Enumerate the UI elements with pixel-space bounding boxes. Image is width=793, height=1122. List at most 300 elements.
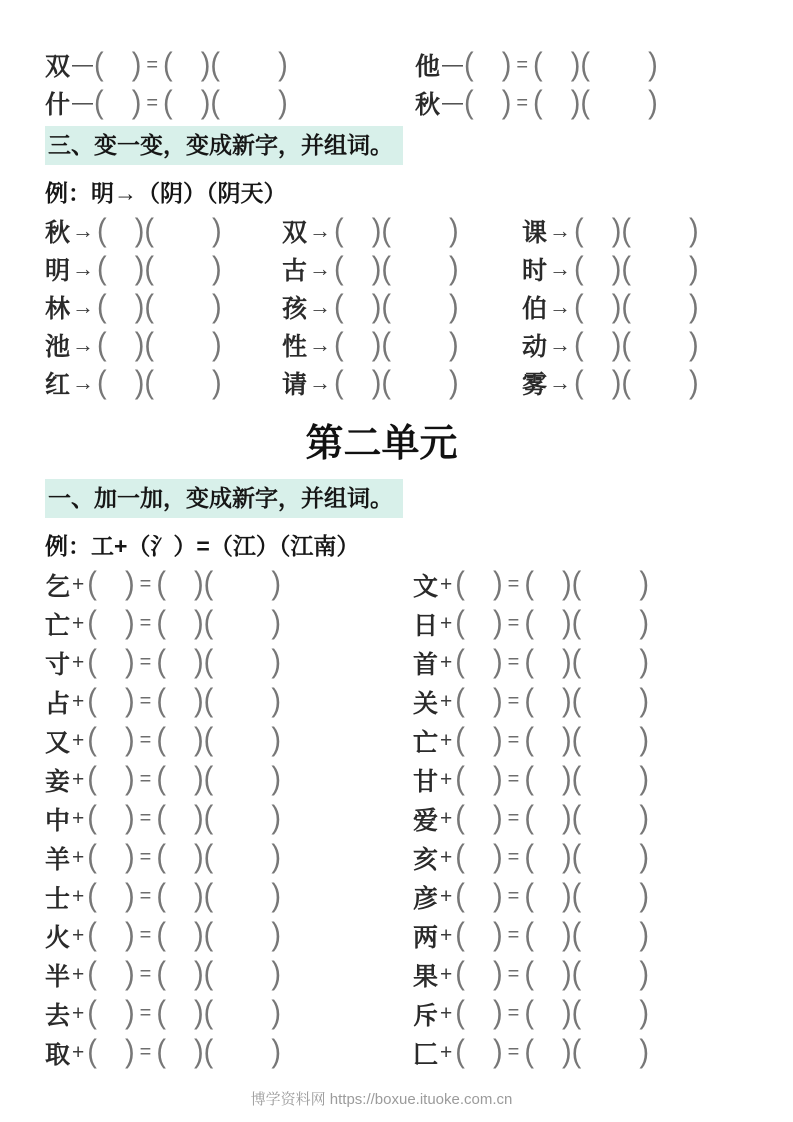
close-paren-icon: ) bbox=[639, 1034, 649, 1070]
exercise-item bbox=[45, 799, 413, 838]
operator-sign: + bbox=[440, 806, 453, 830]
close-paren-icon: ) bbox=[124, 839, 135, 875]
close-paren-icon: ) bbox=[492, 800, 503, 836]
open-paren-icon: ( bbox=[571, 644, 582, 680]
exercise-char: 匚 bbox=[413, 1040, 439, 1069]
open-paren-icon: ( bbox=[203, 722, 214, 758]
open-paren-icon: ( bbox=[144, 288, 155, 325]
operator-sign: + bbox=[72, 884, 85, 908]
exercise-char: 时 bbox=[522, 257, 548, 285]
open-paren-icon: ( bbox=[203, 683, 214, 719]
close-paren-icon: ) bbox=[271, 956, 281, 992]
open-paren-icon: ( bbox=[524, 761, 534, 797]
open-paren-icon: ( bbox=[571, 722, 582, 758]
equals-sign: = bbox=[139, 846, 152, 868]
close-paren-icon: ) bbox=[449, 326, 459, 363]
open-paren-icon: ( bbox=[571, 566, 582, 602]
section-one-heading: 一、加一加，变成新字，并组词。 bbox=[45, 479, 403, 518]
operator-sign: + bbox=[440, 962, 453, 986]
exercise-item bbox=[282, 364, 522, 402]
operator-sign: + bbox=[440, 923, 453, 947]
open-paren-icon: ( bbox=[381, 326, 392, 363]
exercise-item bbox=[45, 364, 282, 402]
close-paren-icon: ) bbox=[271, 917, 281, 953]
close-paren-icon: ) bbox=[124, 644, 135, 680]
open-paren-icon: ( bbox=[156, 683, 166, 719]
open-paren-icon: ( bbox=[163, 46, 173, 83]
exercise-item bbox=[45, 994, 413, 1033]
open-paren-icon: ( bbox=[571, 1034, 582, 1070]
section-subtract-exercises bbox=[45, 46, 763, 122]
open-paren-icon: ( bbox=[571, 839, 582, 875]
exercise-item bbox=[45, 721, 413, 760]
exercise-item bbox=[413, 643, 763, 682]
close-paren-icon: ) bbox=[193, 878, 204, 914]
close-paren-icon: ) bbox=[689, 364, 699, 401]
exercise-item bbox=[45, 326, 282, 364]
open-paren-icon: ( bbox=[455, 956, 465, 992]
exercise-char: 又 bbox=[45, 728, 71, 757]
section-one-example: 例：工+（氵）=（江）（江南） bbox=[45, 533, 360, 559]
operator-sign: → bbox=[72, 294, 95, 319]
equals-sign: = bbox=[139, 807, 152, 829]
close-paren-icon: ) bbox=[124, 917, 135, 953]
open-paren-icon: ( bbox=[87, 839, 97, 875]
close-paren-icon: ) bbox=[611, 212, 622, 249]
close-paren-icon: ) bbox=[639, 722, 649, 758]
operator-sign: — bbox=[72, 91, 92, 114]
operator-sign: + bbox=[440, 767, 453, 791]
close-paren-icon: ) bbox=[212, 326, 222, 363]
close-paren-icon: ) bbox=[648, 84, 658, 121]
exercise-item bbox=[415, 46, 763, 84]
open-paren-icon: ( bbox=[455, 761, 465, 797]
close-paren-icon: ) bbox=[124, 722, 135, 758]
close-paren-icon: ) bbox=[492, 644, 503, 680]
open-paren-icon: ( bbox=[203, 839, 214, 875]
exercise-char: 池 bbox=[45, 333, 71, 361]
exercise-char: 课 bbox=[522, 219, 548, 247]
operator-sign: + bbox=[440, 884, 453, 908]
exercise-char: 占 bbox=[45, 689, 71, 718]
exercise-item bbox=[413, 916, 763, 955]
operator-sign: + bbox=[440, 1001, 453, 1025]
exercise-char: 伯 bbox=[522, 295, 548, 323]
open-paren-icon: ( bbox=[455, 878, 465, 914]
open-paren-icon: ( bbox=[524, 878, 534, 914]
exercise-item bbox=[522, 250, 763, 288]
section-three-example: 例：明→（阴）（阴天） bbox=[45, 180, 287, 206]
close-paren-icon: ) bbox=[611, 250, 622, 287]
exercise-char: 动 bbox=[522, 333, 548, 361]
exercise-item bbox=[413, 604, 763, 643]
open-paren-icon: ( bbox=[203, 878, 214, 914]
equals-sign: = bbox=[139, 963, 152, 985]
open-paren-icon: ( bbox=[203, 1034, 214, 1070]
equals-sign: = bbox=[516, 53, 529, 76]
exercise-char: 甘 bbox=[413, 767, 439, 796]
close-paren-icon: ) bbox=[639, 995, 649, 1031]
equals-sign: = bbox=[139, 690, 152, 712]
open-paren-icon: ( bbox=[455, 800, 465, 836]
open-paren-icon: ( bbox=[144, 364, 155, 401]
close-paren-icon: ) bbox=[449, 364, 459, 401]
open-paren-icon: ( bbox=[203, 566, 214, 602]
exercise-char: 亡 bbox=[45, 611, 71, 640]
exercise-char: 两 bbox=[413, 923, 439, 952]
open-paren-icon: ( bbox=[87, 956, 97, 992]
unit-title: 第二单元 bbox=[305, 423, 458, 465]
open-paren-icon: ( bbox=[524, 956, 534, 992]
open-paren-icon: ( bbox=[203, 800, 214, 836]
open-paren-icon: ( bbox=[87, 644, 97, 680]
operator-sign: → bbox=[309, 256, 332, 281]
close-paren-icon: ) bbox=[561, 644, 572, 680]
open-paren-icon: ( bbox=[455, 839, 465, 875]
exercise-char: 取 bbox=[45, 1040, 71, 1069]
equals-sign: = bbox=[507, 573, 520, 595]
exercise-char: 秋 bbox=[45, 219, 71, 247]
close-paren-icon: ) bbox=[611, 364, 622, 401]
open-paren-icon: ( bbox=[87, 683, 97, 719]
open-paren-icon: ( bbox=[524, 722, 534, 758]
open-paren-icon: ( bbox=[533, 46, 543, 83]
exercise-item bbox=[522, 326, 763, 364]
close-paren-icon: ) bbox=[124, 956, 135, 992]
close-paren-icon: ) bbox=[492, 878, 503, 914]
open-paren-icon: ( bbox=[533, 84, 543, 121]
equals-sign: = bbox=[139, 573, 152, 595]
close-paren-icon: ) bbox=[570, 46, 581, 83]
close-paren-icon: ) bbox=[271, 644, 281, 680]
open-paren-icon: ( bbox=[571, 683, 582, 719]
operator-sign: + bbox=[72, 689, 85, 713]
close-paren-icon: ) bbox=[134, 212, 145, 249]
exercise-item bbox=[413, 682, 763, 721]
operator-sign: → bbox=[309, 332, 332, 357]
open-paren-icon: ( bbox=[87, 566, 97, 602]
equals-sign: = bbox=[146, 91, 159, 114]
open-paren-icon: ( bbox=[580, 46, 591, 83]
equals-sign: = bbox=[507, 768, 520, 790]
equals-sign: = bbox=[139, 924, 152, 946]
open-paren-icon: ( bbox=[455, 644, 465, 680]
open-paren-icon: ( bbox=[455, 1034, 465, 1070]
open-paren-icon: ( bbox=[524, 800, 534, 836]
operator-sign: + bbox=[440, 572, 453, 596]
exercise-char: 双 bbox=[45, 53, 71, 81]
equals-sign: = bbox=[507, 651, 520, 673]
exercise-item bbox=[45, 877, 413, 916]
close-paren-icon: ) bbox=[449, 288, 459, 325]
open-paren-icon: ( bbox=[524, 995, 534, 1031]
close-paren-icon: ) bbox=[134, 326, 145, 363]
exercise-item bbox=[282, 326, 522, 364]
close-paren-icon: ) bbox=[492, 839, 503, 875]
close-paren-icon: ) bbox=[639, 878, 649, 914]
open-paren-icon: ( bbox=[144, 212, 155, 249]
close-paren-icon: ) bbox=[193, 683, 204, 719]
operator-sign: + bbox=[72, 962, 85, 986]
exercise-char: 孩 bbox=[282, 295, 308, 323]
close-paren-icon: ) bbox=[561, 800, 572, 836]
open-paren-icon: ( bbox=[464, 46, 474, 83]
close-paren-icon: ) bbox=[134, 250, 145, 287]
exercise-char: 亡 bbox=[413, 728, 439, 757]
open-paren-icon: ( bbox=[156, 761, 166, 797]
operator-sign: + bbox=[440, 845, 453, 869]
section-three-heading: 三、变一变，变成新字，并组词。 bbox=[45, 126, 403, 165]
exercise-item bbox=[413, 994, 763, 1033]
open-paren-icon: ( bbox=[524, 566, 534, 602]
open-paren-icon: ( bbox=[334, 364, 344, 401]
exercise-char: 火 bbox=[45, 923, 71, 952]
exercise-char: 中 bbox=[45, 806, 71, 835]
exercise-item bbox=[413, 721, 763, 760]
open-paren-icon: ( bbox=[574, 212, 584, 249]
open-paren-icon: ( bbox=[94, 46, 104, 83]
exercise-char: 寸 bbox=[45, 650, 71, 679]
open-paren-icon: ( bbox=[87, 722, 97, 758]
exercise-char: 乞 bbox=[45, 572, 71, 601]
close-paren-icon: ) bbox=[689, 212, 699, 249]
open-paren-icon: ( bbox=[524, 839, 534, 875]
close-paren-icon: ) bbox=[492, 683, 503, 719]
open-paren-icon: ( bbox=[97, 288, 107, 325]
open-paren-icon: ( bbox=[156, 878, 166, 914]
close-paren-icon: ) bbox=[271, 566, 281, 602]
equals-sign: = bbox=[507, 924, 520, 946]
close-paren-icon: ) bbox=[561, 917, 572, 953]
operator-sign: → bbox=[72, 256, 95, 281]
close-paren-icon: ) bbox=[271, 605, 281, 641]
equals-sign: = bbox=[507, 1041, 520, 1063]
equals-sign: = bbox=[139, 768, 152, 790]
open-paren-icon: ( bbox=[156, 644, 166, 680]
exercise-char: 妾 bbox=[45, 767, 71, 796]
open-paren-icon: ( bbox=[203, 761, 214, 797]
open-paren-icon: ( bbox=[464, 84, 474, 121]
close-paren-icon: ) bbox=[271, 839, 281, 875]
equals-sign: = bbox=[507, 963, 520, 985]
close-paren-icon: ) bbox=[200, 84, 211, 121]
exercise-char: 文 bbox=[413, 572, 439, 601]
exercise-char: 亥 bbox=[413, 845, 439, 874]
exercise-item bbox=[413, 799, 763, 838]
equals-sign: = bbox=[507, 729, 520, 751]
close-paren-icon: ) bbox=[131, 84, 142, 121]
close-paren-icon: ) bbox=[639, 800, 649, 836]
open-paren-icon: ( bbox=[144, 326, 155, 363]
close-paren-icon: ) bbox=[271, 683, 281, 719]
close-paren-icon: ) bbox=[371, 364, 382, 401]
close-paren-icon: ) bbox=[561, 683, 572, 719]
exercise-item bbox=[522, 288, 763, 326]
exercise-char: 雾 bbox=[522, 371, 548, 399]
close-paren-icon: ) bbox=[212, 212, 222, 249]
close-paren-icon: ) bbox=[492, 722, 503, 758]
close-paren-icon: ) bbox=[611, 326, 622, 363]
close-paren-icon: ) bbox=[124, 800, 135, 836]
close-paren-icon: ) bbox=[561, 878, 572, 914]
open-paren-icon: ( bbox=[580, 84, 591, 121]
close-paren-icon: ) bbox=[134, 364, 145, 401]
open-paren-icon: ( bbox=[524, 917, 534, 953]
close-paren-icon: ) bbox=[561, 956, 572, 992]
operator-sign: + bbox=[440, 689, 453, 713]
exercise-char: 古 bbox=[282, 257, 308, 285]
close-paren-icon: ) bbox=[193, 722, 204, 758]
close-paren-icon: ) bbox=[501, 46, 512, 83]
operator-sign: → bbox=[549, 218, 572, 243]
open-paren-icon: ( bbox=[144, 250, 155, 287]
close-paren-icon: ) bbox=[193, 761, 204, 797]
close-paren-icon: ) bbox=[492, 566, 503, 602]
open-paren-icon: ( bbox=[87, 605, 97, 641]
operator-sign: + bbox=[440, 728, 453, 752]
exercise-item bbox=[45, 565, 413, 604]
exercise-item bbox=[413, 877, 763, 916]
exercise-char: 双 bbox=[282, 219, 308, 247]
close-paren-icon: ) bbox=[639, 644, 649, 680]
operator-sign: + bbox=[72, 611, 85, 635]
close-paren-icon: ) bbox=[492, 605, 503, 641]
exercise-char: 士 bbox=[45, 884, 71, 913]
close-paren-icon: ) bbox=[639, 566, 649, 602]
exercise-item bbox=[45, 84, 415, 122]
operator-sign: → bbox=[72, 370, 95, 395]
exercise-item bbox=[282, 250, 522, 288]
open-paren-icon: ( bbox=[571, 917, 582, 953]
close-paren-icon: ) bbox=[271, 995, 281, 1031]
exercise-item bbox=[413, 838, 763, 877]
close-paren-icon: ) bbox=[271, 878, 281, 914]
open-paren-icon: ( bbox=[574, 326, 584, 363]
footer-watermark: 博学资料网 https://boxue.ituoke.com.cn bbox=[250, 1091, 513, 1108]
open-paren-icon: ( bbox=[621, 326, 632, 363]
close-paren-icon: ) bbox=[561, 722, 572, 758]
open-paren-icon: ( bbox=[571, 761, 582, 797]
open-paren-icon: ( bbox=[571, 878, 582, 914]
open-paren-icon: ( bbox=[156, 605, 166, 641]
close-paren-icon: ) bbox=[278, 84, 288, 121]
open-paren-icon: ( bbox=[87, 878, 97, 914]
close-paren-icon: ) bbox=[501, 84, 512, 121]
open-paren-icon: ( bbox=[621, 288, 632, 325]
exercise-item bbox=[45, 46, 415, 84]
exercise-char: 他 bbox=[415, 53, 441, 81]
section-one-exercises bbox=[45, 565, 763, 1072]
operator-sign: + bbox=[72, 806, 85, 830]
equals-sign: = bbox=[507, 885, 520, 907]
open-paren-icon: ( bbox=[621, 212, 632, 249]
equals-sign: = bbox=[139, 612, 152, 634]
exercise-item bbox=[282, 288, 522, 326]
close-paren-icon: ) bbox=[639, 839, 649, 875]
open-paren-icon: ( bbox=[381, 288, 392, 325]
equals-sign: = bbox=[139, 1002, 152, 1024]
operator-sign: — bbox=[442, 53, 462, 76]
operator-sign: + bbox=[72, 767, 85, 791]
operator-sign: → bbox=[309, 294, 332, 319]
open-paren-icon: ( bbox=[381, 250, 392, 287]
exercise-char: 明 bbox=[45, 257, 71, 285]
close-paren-icon: ) bbox=[639, 683, 649, 719]
operator-sign: + bbox=[440, 650, 453, 674]
exercise-item bbox=[413, 760, 763, 799]
close-paren-icon: ) bbox=[492, 995, 503, 1031]
close-paren-icon: ) bbox=[271, 800, 281, 836]
exercise-item bbox=[45, 760, 413, 799]
operator-sign: + bbox=[72, 923, 85, 947]
exercise-char: 红 bbox=[45, 371, 71, 399]
equals-sign: = bbox=[507, 807, 520, 829]
close-paren-icon: ) bbox=[212, 364, 222, 401]
open-paren-icon: ( bbox=[203, 917, 214, 953]
exercise-item bbox=[45, 250, 282, 288]
operator-sign: → bbox=[309, 370, 332, 395]
close-paren-icon: ) bbox=[193, 917, 204, 953]
close-paren-icon: ) bbox=[124, 878, 135, 914]
open-paren-icon: ( bbox=[455, 722, 465, 758]
open-paren-icon: ( bbox=[574, 250, 584, 287]
open-paren-icon: ( bbox=[571, 995, 582, 1031]
exercise-item bbox=[45, 643, 413, 682]
exercise-item bbox=[45, 1033, 413, 1072]
equals-sign: = bbox=[146, 53, 159, 76]
open-paren-icon: ( bbox=[381, 212, 392, 249]
exercise-item bbox=[45, 682, 413, 721]
operator-sign: → bbox=[549, 256, 572, 281]
open-paren-icon: ( bbox=[621, 250, 632, 287]
close-paren-icon: ) bbox=[371, 250, 382, 287]
open-paren-icon: ( bbox=[574, 364, 584, 401]
exercise-char: 斥 bbox=[413, 1001, 439, 1030]
open-paren-icon: ( bbox=[97, 212, 107, 249]
equals-sign: = bbox=[516, 91, 529, 114]
operator-sign: → bbox=[72, 332, 95, 357]
equals-sign: = bbox=[139, 885, 152, 907]
close-paren-icon: ) bbox=[561, 839, 572, 875]
open-paren-icon: ( bbox=[87, 1034, 97, 1070]
close-paren-icon: ) bbox=[492, 761, 503, 797]
open-paren-icon: ( bbox=[334, 250, 344, 287]
close-paren-icon: ) bbox=[124, 995, 135, 1031]
close-paren-icon: ) bbox=[193, 566, 204, 602]
exercise-char: 彦 bbox=[413, 884, 439, 913]
equals-sign: = bbox=[139, 1041, 152, 1063]
open-paren-icon: ( bbox=[574, 288, 584, 325]
open-paren-icon: ( bbox=[156, 956, 166, 992]
open-paren-icon: ( bbox=[524, 1034, 534, 1070]
close-paren-icon: ) bbox=[689, 288, 699, 325]
close-paren-icon: ) bbox=[212, 250, 222, 287]
open-paren-icon: ( bbox=[455, 605, 465, 641]
open-paren-icon: ( bbox=[621, 364, 632, 401]
close-paren-icon: ) bbox=[561, 995, 572, 1031]
close-paren-icon: ) bbox=[689, 326, 699, 363]
open-paren-icon: ( bbox=[203, 956, 214, 992]
close-paren-icon: ) bbox=[689, 250, 699, 287]
close-paren-icon: ) bbox=[131, 46, 142, 83]
operator-sign: + bbox=[72, 650, 85, 674]
open-paren-icon: ( bbox=[210, 84, 221, 121]
close-paren-icon: ) bbox=[561, 761, 572, 797]
close-paren-icon: ) bbox=[193, 644, 204, 680]
open-paren-icon: ( bbox=[156, 722, 166, 758]
equals-sign: = bbox=[507, 846, 520, 868]
exercise-char: 半 bbox=[45, 962, 71, 991]
